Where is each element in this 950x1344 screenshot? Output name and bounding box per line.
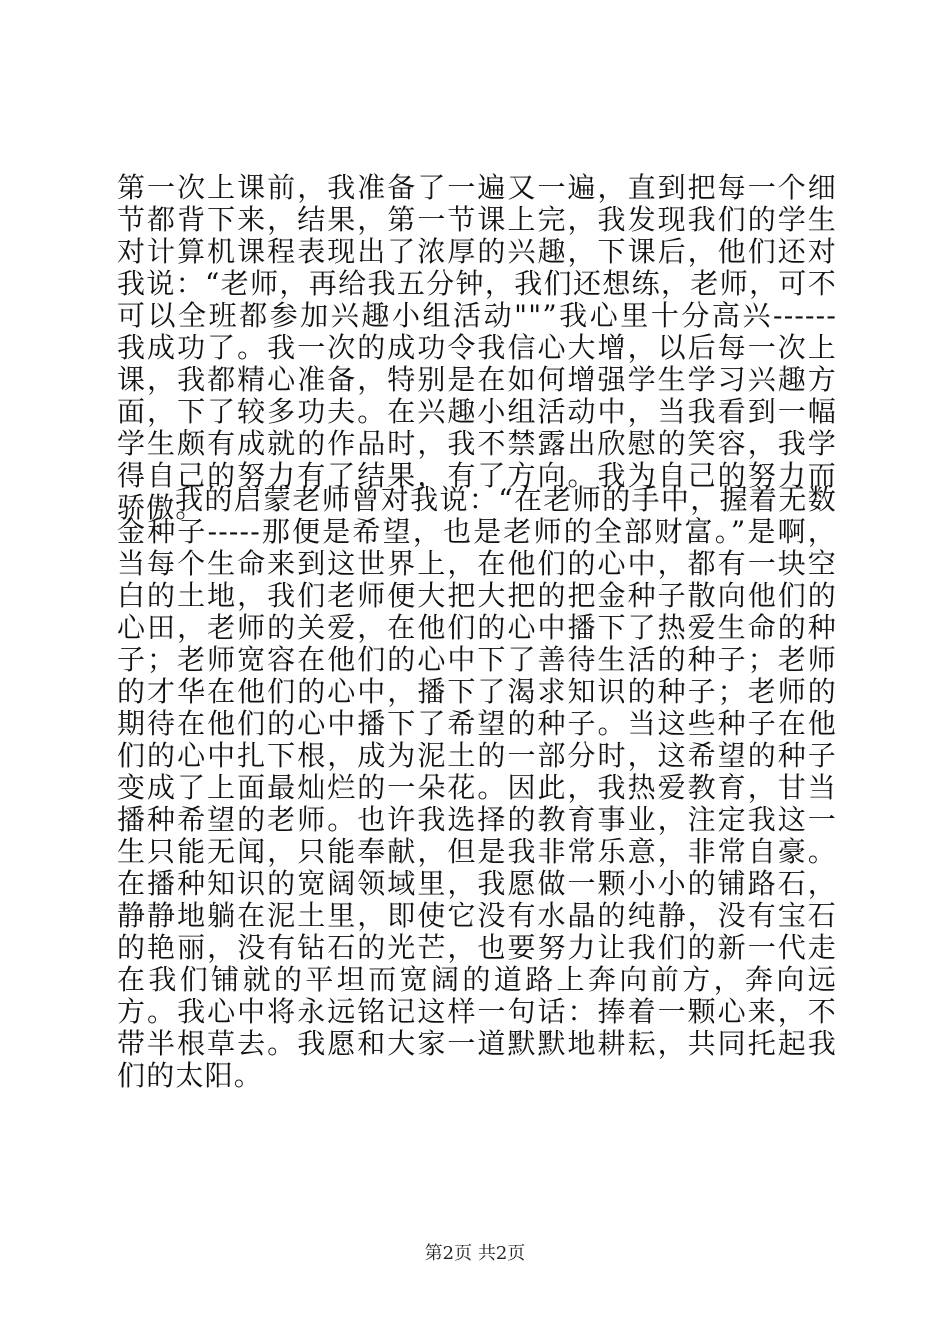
body-paragraph-2: 我的启蒙老师曾对我说：“在老师的手中，握着无数金种子-----那便是希望，也是老师的全部财富。”是啊，当每个生命来到这世界上，在他们的心中，都有一块空白的土地，我们老师便大把大把的把金种子散向他们的心田，老师的关爱，在他们的心中播下了热爱生命的种子；老师宽容在他们的心中下了善待生活的种子；老师的才华在他们的心中，播下了渴求知识的种子；老师的期待在他们的心中播下了希望的种子。当这些种子在他们的心中扎下根，成为泥土的一部分时，这希望的种子变成了上面最灿烂的一朵花。因此，我热爱教育，甘当播种希望的老师。也许我选择的教育事业，注定我这一生只能无闻，只能奉献，但是我非常乐意，非常自豪。在播种知识的宽阔领域里，我愿做一颗小小的铺路石，静静地躺在泥土里，即使它没有水晶的纯静，没有宝石的艳丽，没有钻石的光芒，也要努力让我们的新一代走在我们铺就的平坦而宽阔的道路上奔向前方，奔向远方。我心中将永远铭记这样一句话：捧着一颗心来，不带半根草去。我愿和大家一道默默地耕耘，共同托起我们的太阳。 [117,483,837,1092]
body-paragraph-1: 第一次上课前，我准备了一遍又一遍，直到把每一个细节都背下来，结果，第一节课上完，我发现我们的学生对计算机课程表现出了浓厚的兴趣，下课后，他们还对我说：“老师，再给我五分钟，我们还想练，老师，可不可以全班都参加兴趣小组活动""”我心里十分高兴------我成功了。我一次的成功令我信心大增，以后每一次上课，我都精心准备，特别是在如何增强学生学习兴趣方面，下了较多功夫。在兴趣小组活动中，当我看到一幅学生颇有成就的作品时，我不禁露出欣慰的笑容，我学得自己的努力有了结果，有了方向。我为自己的努力而骄傲。 [117,171,837,524]
page-footer: 第2页 共2页 [424,1243,526,1264]
